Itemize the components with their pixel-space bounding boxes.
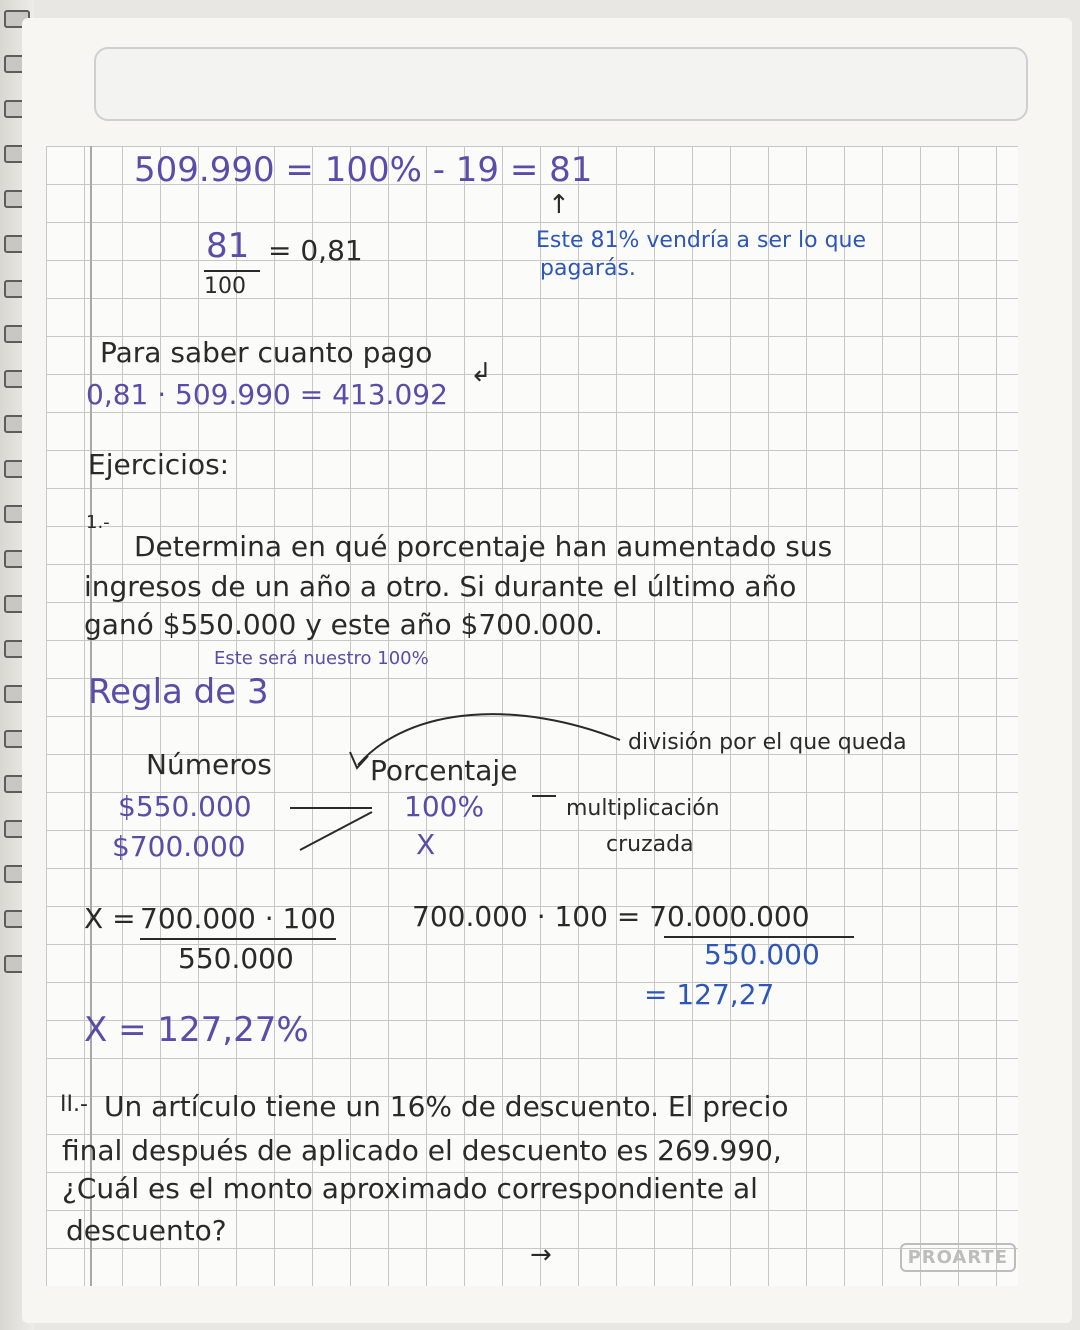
- calc2-denominator: 550.000: [704, 938, 820, 971]
- x-result: X = 127,27%: [84, 1010, 309, 1050]
- up-arrow-icon: ↑: [548, 190, 570, 220]
- exercise-1-line-2: ingresos de un año a otro. Si durante el último año: [84, 570, 797, 603]
- multiplicacion-note: multiplicación: [566, 796, 720, 821]
- x-equals: X =: [84, 902, 136, 935]
- exercise-1-line-1: Determina en qué porcentaje han aumentado sus: [134, 530, 833, 563]
- exercise-2-line-1: Un artículo tiene un 16% de descuento. El precio: [104, 1090, 789, 1123]
- fraction-denominator: 100: [204, 274, 246, 299]
- para-saber-heading: Para saber cuanto pago: [100, 336, 433, 369]
- return-arrow-icon: ↲: [470, 358, 492, 388]
- fraction-result: = 0,81: [268, 234, 363, 267]
- este-sera-note: Este será nuestro 100%: [214, 648, 429, 669]
- exercise-2-line-3: ¿Cuál es el monto aproximado correspondiente al: [62, 1172, 758, 1205]
- line-509990: 509.990 = 100% - 19 = 81: [134, 150, 593, 190]
- proarte-logo: PROARTE: [900, 1243, 1016, 1272]
- fraction-numerator: 81: [206, 226, 250, 266]
- exercise-2-line-2: final después de aplicado el descuento es 269.990,: [62, 1134, 782, 1167]
- x-fraction-bar: [140, 938, 336, 940]
- x-numerator: 700.000 · 100: [140, 902, 336, 935]
- porcentaje-header: Porcentaje: [370, 754, 518, 787]
- calc-413092: 0,81 · 509.990 = 413.092: [86, 378, 448, 411]
- x-denominator: 550.000: [178, 942, 294, 975]
- right-arrow-icon: →: [530, 1240, 552, 1270]
- calc2-result: = 127,27: [644, 978, 775, 1011]
- note-pagaras: pagarás.: [540, 256, 636, 281]
- exercise-1-number: 1.-: [86, 512, 110, 533]
- ejercicios-heading: Ejercicios:: [88, 448, 230, 481]
- exercise-2-number: II.-: [60, 1092, 88, 1117]
- cruzada-note: cruzada: [606, 832, 694, 857]
- numeros-header: Números: [146, 748, 272, 781]
- division-note: división por el que queda: [628, 730, 907, 755]
- regla-de-3-heading: Regla de 3: [88, 672, 269, 712]
- percent-x: X: [416, 828, 436, 861]
- calc-70000000: 700.000 · 100 = 70.000.000: [412, 900, 810, 933]
- percent-100: 100%: [404, 790, 485, 823]
- value-550000: $550.000: [118, 790, 252, 823]
- exercise-1-line-3: ganó $550.000 y este año $700.000.: [84, 608, 604, 641]
- note-81-percent: Este 81% vendría a ser lo que: [536, 228, 867, 253]
- exercise-2-line-4: descuento?: [66, 1214, 227, 1247]
- value-700000: $700.000: [112, 830, 246, 863]
